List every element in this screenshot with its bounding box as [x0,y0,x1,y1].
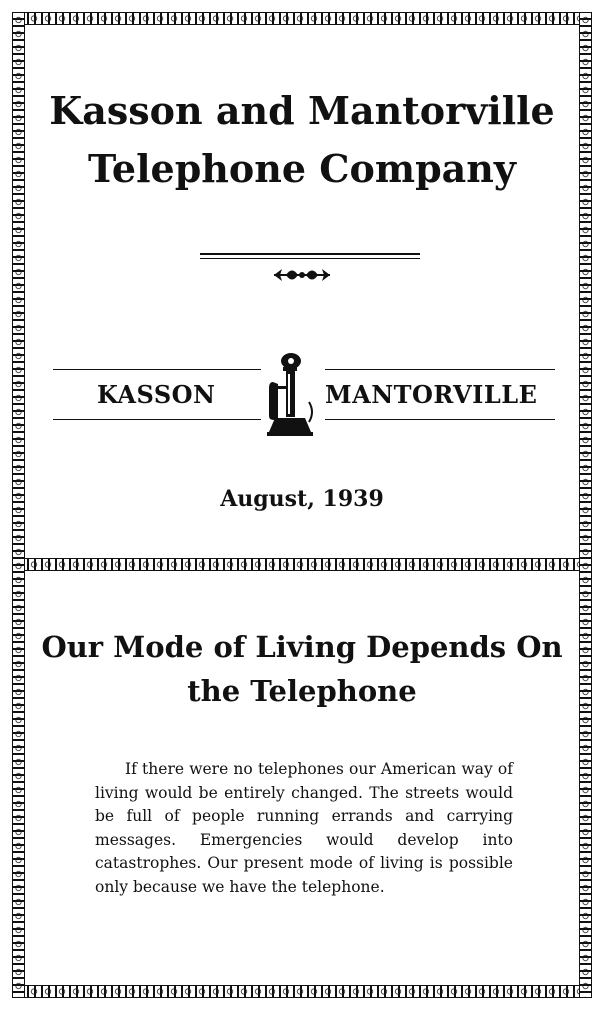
right-rule-top [325,369,555,370]
decorative-border-divider [12,558,592,571]
right-rule-bottom [325,419,555,420]
company-title: Kasson and Mantorville Telephone Company [49,88,555,191]
town-mantorville: MANTORVILLE [325,380,538,409]
candlestick-telephone-icon [265,352,315,436]
left-rule-top [53,369,261,370]
left-rule-bottom [53,419,261,420]
article-body: If there were no telephones our American way of living would be entirely changed. The streets would be full of people running errands and carrying messages. Emergencies would develop into catastrophes. Our present mode of living is possible only because we have the telephone. [95,760,513,896]
article-headline: Our Mode of Living Depends On the Telephone [41,630,563,708]
fleuron-ornament-icon [272,264,332,286]
issue-date: August, 1939 [220,486,384,512]
town-kasson: KASSON [97,380,216,409]
decorative-border-top [12,12,592,25]
title-underline [200,253,420,259]
decorative-border-bottom [12,985,592,998]
